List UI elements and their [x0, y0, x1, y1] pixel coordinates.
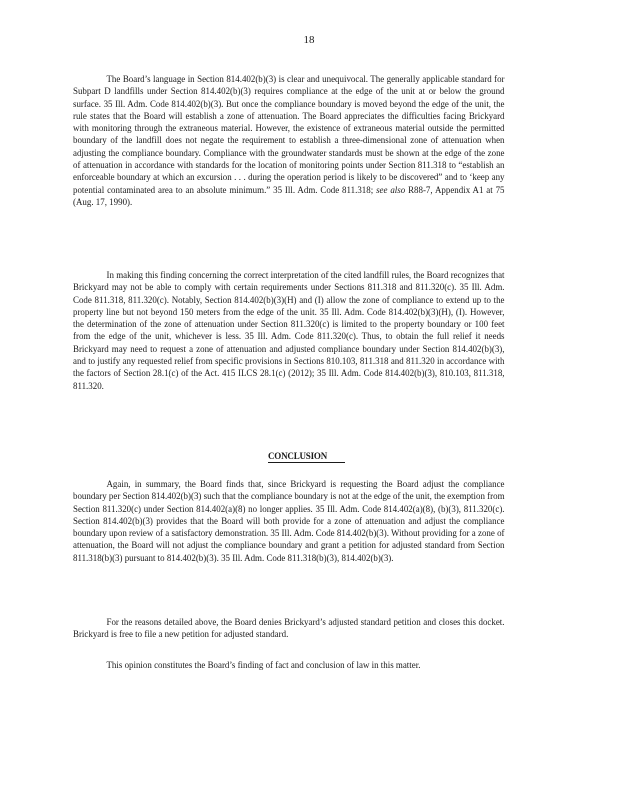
paragraph-1-text: The Board’s language in Section 814.402(b)(3) is clear and unequivocal. The generally applicable standard for Subpart D landfills under Section 814.402(b)(3) requires compliance at the edge of the unit at or below the ground surface. 35 Ill. Adm. Code 814.402(b)(3). But once the compliance boundary is moved beyond the edge of the unit, the rule states that the Board will establish a zone of attenuation. The Board appreciates the difficulties facing Brickyard with monitoring through the extraneous material. However, the existence of extraneous material outside the permitted boundary of the landfill does not negate the requirement to establish a three-dimensional zone of attenuation when adjusting the compliance boundary. Compliance with the groundwater standards must be shown at the edge of the zone of attenuation in accordance with standards for the location of monitoring points under Section 811.318 to “establish an enforceable boundary at which an excursion . . . during the operation period is likely to be discovered” and to ‘keep any potential contaminated area to an absolute minimum.” 35 Ill. Adm. Code 811.318; [73, 74, 505, 196]
paragraph-2 [73, 270, 505, 393]
paragraph-5 [73, 660, 505, 672]
paragraph-4-text: For the reasons detailed above, the Board denies Brickyard’s adjusted standard petition and closes this docket. Brickyard is free to file a new petition for adjusted standard. [73, 617, 505, 641]
paragraph-3 [73, 479, 505, 565]
paragraph-1 [73, 74, 505, 209]
paragraph-2-text: In making this finding concerning the correct interpretation of the cited landfill rules, the Board recognizes that Brickyard may not be able to comply with certain requirements under Sections 811.318 and 811.320(c). 35 Ill. Adm. Code 811.318, 811.320(c). Notably, Section 814.402(b)(3)(H) and (I) allow the zone of compliance to extend up to the property line but not beyond 150 meters from the edge of the unit. 35 Ill. Adm. Code 814.402(b)(3)(H), (I). However, the determination of the zone of attenuation under Section 811.320(c) is limited to the property boundary or 100 feet from the edge of the unit, whichever is less. 35 Ill. Adm. Code 811.320(c). Thus, to obtain the full relief it needs Brickyard may need to request a zone of attenuation and adjusted compliance boundary under Section 814.402(b)(3), and to justify any requested relief from specific provisions in Sections 810.103, 811.318 and 811.320 in accordance with the factors of Section 28.1(c) of the Act. 415 ILCS 28.1(c) (2012); 35 Ill. Adm. Code 814.402(b)(3), 810.103, 811.318, 811.320. [73, 270, 505, 392]
paragraph-3-text: Again, in summary, the Board finds that, since Brickyard is requesting the Board adjust the compliance boundary per Section 814.402(b)(3) such that the compliance boundary is not at the edge of the unit, the exemption from Section 811.320(c) under Section 814.402(a)(8) no longer applies. 35 Ill. Adm. Code 814.402(a)(8), (b)(3), 811.320(c). Section 814.402(b)(3) provides that the Board will both provide for a zone of attenuation and adjust the compliance boundary upon review of a satisfactory demonstration. 35 Ill. Adm. Code 814.402(b)(3). Without providing for a zone of attenuation, the Board will not adjust the compliance boundary and grant a petition for adjusted standard from Section 811.318(b)(3) pursuant to 814.402(b)(3). 35 Ill. Adm. Code 811.318(b)(3), 814.402(b)(3). [73, 479, 505, 564]
paragraph-1-tail: R88-7, Appendix A1 at 75 (Aug. 17, 1990). [73, 184, 505, 208]
paragraph-5-text: This opinion constitutes the Board’s finding of fact and conclusion of law in this matter. [106, 660, 421, 671]
paragraph-4 [73, 617, 505, 642]
conclusion-heading: CONCLUSION [268, 451, 345, 463]
see-also-signal: see also [376, 184, 406, 196]
page-number: 18 [303, 34, 315, 46]
